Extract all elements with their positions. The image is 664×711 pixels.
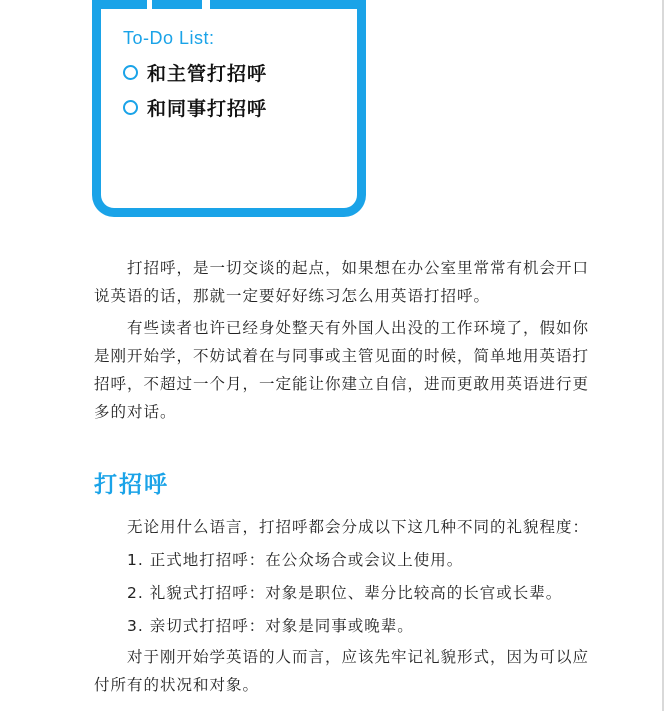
- paragraph-text: 有些读者也许已经身处整天有外国人出没的工作环境了，假如你是刚开始学，不妨试着在与同事或主管见面的时候，简单地用英语打招呼，不超过一个月，一定能让你建立自信，进而更敢用英语进行更多的对话。: [94, 319, 590, 421]
- todo-item: [123, 59, 267, 85]
- todo-card-top-segment: [210, 0, 366, 9]
- todo-card-top-segment: [92, 0, 147, 9]
- checkbox-circle-icon: [123, 100, 138, 115]
- intro-paragraph-1: [94, 254, 604, 310]
- todo-item: [123, 94, 267, 120]
- list-item: 3. 亲切式打招呼：对象是同事或晚辈。: [127, 617, 414, 635]
- checkbox-circle-icon: [123, 65, 138, 80]
- todo-card-top-segment: [152, 0, 202, 9]
- paragraph-text: 打招呼，是一切交谈的起点，如果想在办公室里常常有机会开口说英语的话，那就一定要好好练习怎么用英语打招呼。: [94, 259, 590, 305]
- todo-item-label: 和主管打招呼: [147, 62, 268, 85]
- todo-title: To-Do List:: [123, 28, 215, 48]
- todo-item-label: 和同事打招呼: [147, 97, 268, 120]
- section-heading: 打招呼: [94, 472, 169, 498]
- closing-paragraph: [94, 643, 604, 699]
- list-item: 1. 正式地打招呼：在公众场合或会议上使用。: [127, 551, 464, 569]
- list-item: 2. 礼貌式打招呼：对象是职位、辈分比较高的长官或长辈。: [127, 584, 563, 602]
- intro-paragraph-2: [94, 314, 604, 426]
- section-lead: 无论用什么语言，打招呼都会分成以下这几种不同的礼貌程度：: [127, 518, 590, 536]
- paragraph-text: 对于刚开始学英语的人而言，应该先牢记礼貌形式，因为可以应付所有的状况和对象。: [94, 648, 590, 694]
